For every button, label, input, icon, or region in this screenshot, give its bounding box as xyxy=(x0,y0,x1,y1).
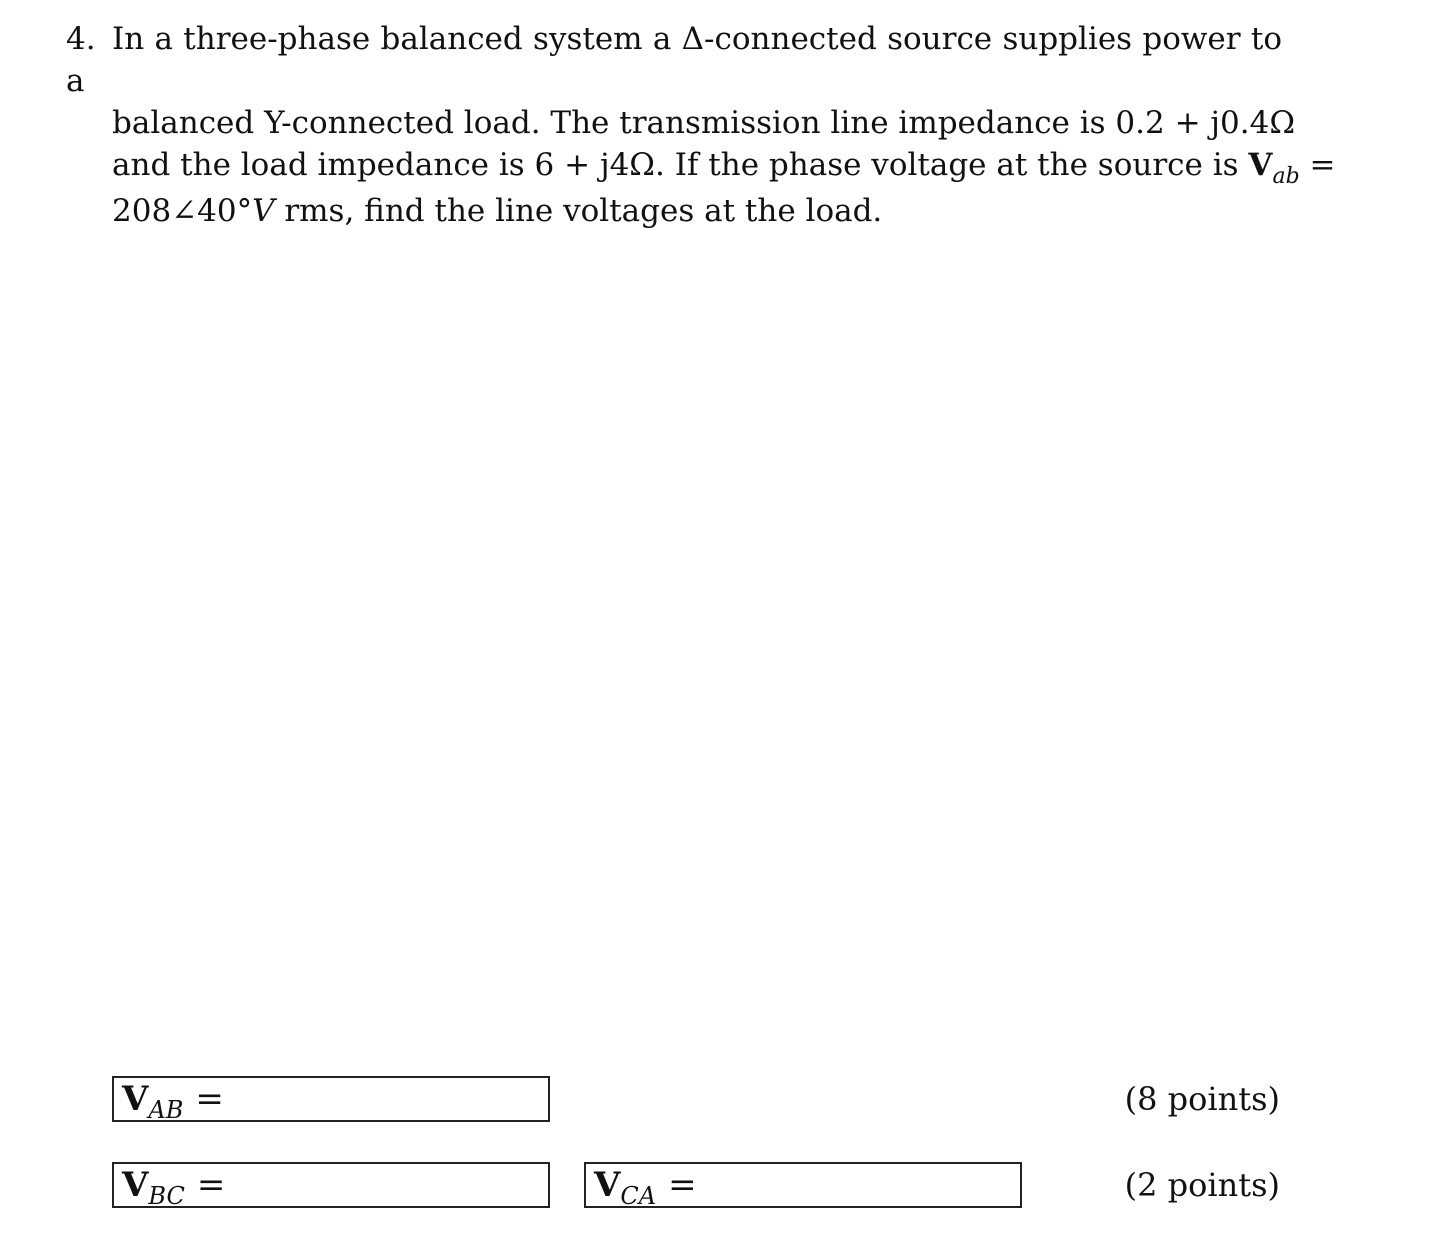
answer-box-vbc[interactable]: $V_{BC}$ = xyxy=(112,1162,550,1208)
answer-box-vca[interactable]: $V_{CA}$ = xyxy=(584,1162,1022,1208)
vab-symbol: V xyxy=(1248,147,1273,183)
source-voltage-value: 208∠40° xyxy=(112,193,253,229)
points-label-8: (8 points) xyxy=(1124,1080,1280,1118)
answer-box-vab[interactable]: $V_{AB}$ = xyxy=(112,1076,550,1122)
problem-statement xyxy=(66,18,1336,232)
problem-line-1: 4. In a three-phase balanced system a Δ-connected source supplies power to a xyxy=(66,18,1282,102)
problem-line-4: 208∠40°V rms, find the line voltages at the load. xyxy=(112,193,883,229)
vab-subscript: ab xyxy=(1272,164,1300,189)
problem-line-2: balanced Y-connected load. The transmission line impedance is 0.2 + j0.4Ω xyxy=(112,105,1296,141)
problem-number: 4. xyxy=(66,21,96,57)
points-label-2: (2 points) xyxy=(1124,1166,1280,1204)
volt-unit-symbol: V xyxy=(252,193,275,229)
problem-line-3: and the load impedance is 6 + j4Ω. If the phase voltage at the source is $V_{ab}$ = xyxy=(112,147,1336,189)
